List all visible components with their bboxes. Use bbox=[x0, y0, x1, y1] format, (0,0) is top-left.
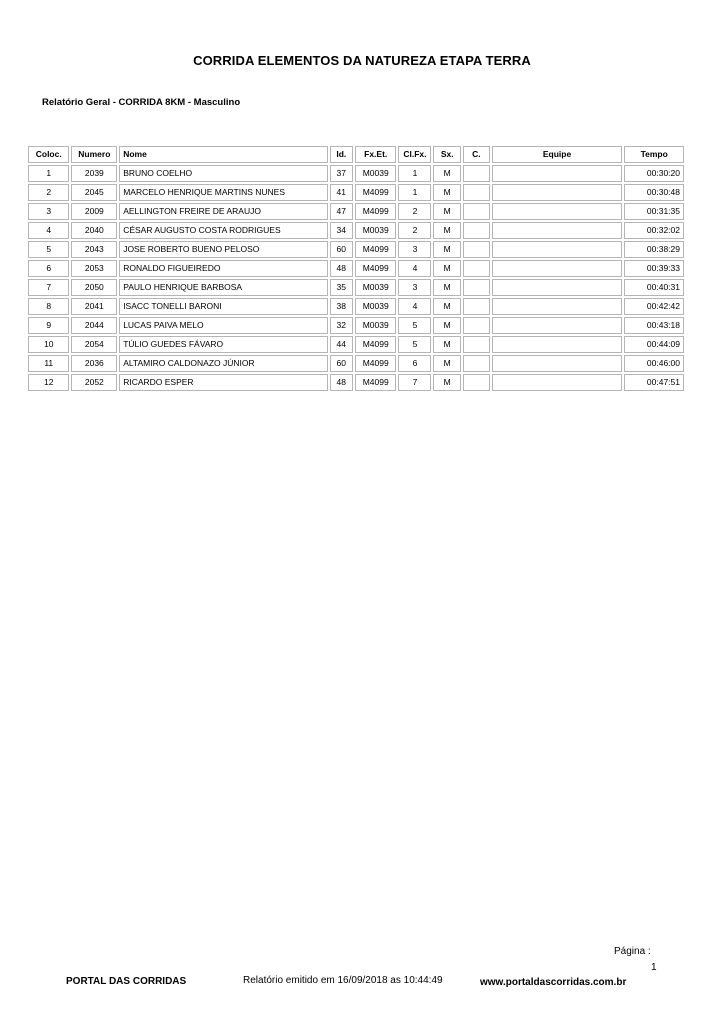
cell-sx: M bbox=[433, 317, 461, 334]
cell-fxet: M0039 bbox=[355, 165, 396, 182]
cell-fxet: M4099 bbox=[355, 203, 396, 220]
header-sx: Sx. bbox=[433, 146, 461, 163]
cell-sx: M bbox=[433, 260, 461, 277]
cell-id: 48 bbox=[330, 374, 353, 391]
cell-equipe bbox=[492, 184, 623, 201]
cell-clfx: 5 bbox=[398, 317, 431, 334]
cell-clfx: 1 bbox=[398, 184, 431, 201]
cell-sx: M bbox=[433, 203, 461, 220]
table-row bbox=[28, 184, 684, 201]
cell-id: 37 bbox=[330, 165, 353, 182]
cell-fxet: M4099 bbox=[355, 260, 396, 277]
cell-c bbox=[463, 336, 490, 353]
table-row bbox=[28, 241, 684, 258]
table-row bbox=[28, 317, 684, 334]
cell-tempo: 00:31:35 bbox=[624, 203, 684, 220]
cell-id: 44 bbox=[330, 336, 353, 353]
cell-coloc: 8 bbox=[28, 298, 69, 315]
cell-sx: M bbox=[433, 374, 461, 391]
cell-clfx: 4 bbox=[398, 260, 431, 277]
cell-clfx: 4 bbox=[398, 298, 431, 315]
cell-sx: M bbox=[433, 222, 461, 239]
cell-fxet: M0039 bbox=[355, 222, 396, 239]
cell-coloc: 4 bbox=[28, 222, 69, 239]
footer-emitted-date: Relatório emitido em 16/09/2018 as 10:44:49 bbox=[243, 975, 443, 986]
cell-tempo: 00:46:00 bbox=[624, 355, 684, 372]
header-equipe: Equipe bbox=[492, 146, 623, 163]
cell-coloc: 5 bbox=[28, 241, 69, 258]
cell-clfx: 5 bbox=[398, 336, 431, 353]
cell-coloc: 10 bbox=[28, 336, 69, 353]
cell-c bbox=[463, 374, 490, 391]
cell-numero: 2009 bbox=[71, 203, 117, 220]
cell-fxet: M0039 bbox=[355, 317, 396, 334]
cell-c bbox=[463, 203, 490, 220]
cell-fxet: M4099 bbox=[355, 374, 396, 391]
cell-coloc: 1 bbox=[28, 165, 69, 182]
cell-clfx: 3 bbox=[398, 279, 431, 296]
cell-equipe bbox=[492, 317, 623, 334]
cell-id: 34 bbox=[330, 222, 353, 239]
cell-id: 35 bbox=[330, 279, 353, 296]
table-row bbox=[28, 374, 684, 391]
header-c: C. bbox=[463, 146, 490, 163]
cell-equipe bbox=[492, 298, 623, 315]
cell-clfx: 2 bbox=[398, 203, 431, 220]
cell-equipe bbox=[492, 241, 623, 258]
cell-nome: RICARDO ESPER bbox=[119, 374, 327, 391]
cell-coloc: 7 bbox=[28, 279, 69, 296]
cell-coloc: 6 bbox=[28, 260, 69, 277]
results-table bbox=[26, 144, 686, 393]
cell-coloc: 2 bbox=[28, 184, 69, 201]
cell-coloc: 12 bbox=[28, 374, 69, 391]
cell-equipe bbox=[492, 203, 623, 220]
cell-sx: M bbox=[433, 298, 461, 315]
cell-tempo: 00:39:33 bbox=[624, 260, 684, 277]
cell-nome: CÉSAR AUGUSTO COSTA RODRIGUES bbox=[119, 222, 327, 239]
cell-numero: 2054 bbox=[71, 336, 117, 353]
cell-id: 60 bbox=[330, 241, 353, 258]
cell-tempo: 00:44:09 bbox=[624, 336, 684, 353]
header-nome: Nome bbox=[119, 146, 327, 163]
cell-clfx: 7 bbox=[398, 374, 431, 391]
cell-sx: M bbox=[433, 279, 461, 296]
cell-nome: AELLINGTON FREIRE DE ARAUJO bbox=[119, 203, 327, 220]
footer-portal-name: PORTAL DAS CORRIDAS bbox=[66, 976, 187, 987]
cell-tempo: 00:40:31 bbox=[624, 279, 684, 296]
header-tempo: Tempo bbox=[624, 146, 684, 163]
cell-id: 60 bbox=[330, 355, 353, 372]
cell-nome: ALTAMIRO CALDONAZO JÚNIOR bbox=[119, 355, 327, 372]
cell-numero: 2036 bbox=[71, 355, 117, 372]
cell-tempo: 00:42:42 bbox=[624, 298, 684, 315]
cell-numero: 2043 bbox=[71, 241, 117, 258]
cell-c bbox=[463, 241, 490, 258]
cell-fxet: M4099 bbox=[355, 355, 396, 372]
cell-sx: M bbox=[433, 355, 461, 372]
cell-sx: M bbox=[433, 184, 461, 201]
cell-nome: LUCAS PAIVA MELO bbox=[119, 317, 327, 334]
cell-tempo: 00:38:29 bbox=[624, 241, 684, 258]
cell-equipe bbox=[492, 336, 623, 353]
cell-numero: 2045 bbox=[71, 184, 117, 201]
table-row bbox=[28, 279, 684, 296]
cell-c bbox=[463, 355, 490, 372]
header-clfx: Cl.Fx. bbox=[398, 146, 431, 163]
table-row bbox=[28, 203, 684, 220]
page-label: Página : bbox=[614, 946, 651, 957]
report-title: CORRIDA ELEMENTOS DA NATUREZA ETAPA TERRA bbox=[193, 53, 531, 68]
cell-tempo: 00:43:18 bbox=[624, 317, 684, 334]
cell-tempo: 00:30:48 bbox=[624, 184, 684, 201]
cell-nome: MARCELO HENRIQUE MARTINS NUNES bbox=[119, 184, 327, 201]
cell-equipe bbox=[492, 374, 623, 391]
header-id: Id. bbox=[330, 146, 353, 163]
cell-id: 48 bbox=[330, 260, 353, 277]
cell-nome: PAULO HENRIQUE BARBOSA bbox=[119, 279, 327, 296]
cell-clfx: 3 bbox=[398, 241, 431, 258]
cell-c bbox=[463, 260, 490, 277]
cell-numero: 2041 bbox=[71, 298, 117, 315]
cell-numero: 2039 bbox=[71, 165, 117, 182]
table-row bbox=[28, 298, 684, 315]
table-row bbox=[28, 355, 684, 372]
cell-coloc: 11 bbox=[28, 355, 69, 372]
header-coloc: Coloc. bbox=[28, 146, 69, 163]
cell-clfx: 6 bbox=[398, 355, 431, 372]
cell-tempo: 00:32:02 bbox=[624, 222, 684, 239]
header-numero: Numero bbox=[71, 146, 117, 163]
cell-id: 32 bbox=[330, 317, 353, 334]
cell-nome: TÚLIO GUEDES FÁVARO bbox=[119, 336, 327, 353]
cell-tempo: 00:47:51 bbox=[624, 374, 684, 391]
cell-numero: 2044 bbox=[71, 317, 117, 334]
cell-nome: ISACC TONELLI BARONI bbox=[119, 298, 327, 315]
cell-clfx: 2 bbox=[398, 222, 431, 239]
cell-nome: JOSE ROBERTO BUENO PELOSO bbox=[119, 241, 327, 258]
cell-fxet: M4099 bbox=[355, 241, 396, 258]
footer-website: www.portaldascorridas.com.br bbox=[480, 977, 627, 988]
cell-equipe bbox=[492, 222, 623, 239]
cell-equipe bbox=[492, 165, 623, 182]
cell-sx: M bbox=[433, 241, 461, 258]
cell-id: 38 bbox=[330, 298, 353, 315]
cell-id: 47 bbox=[330, 203, 353, 220]
cell-numero: 2052 bbox=[71, 374, 117, 391]
cell-c bbox=[463, 165, 490, 182]
table-row bbox=[28, 222, 684, 239]
page-number: 1 bbox=[651, 962, 657, 973]
cell-fxet: M0039 bbox=[355, 279, 396, 296]
header-fxet: Fx.Et. bbox=[355, 146, 396, 163]
cell-equipe bbox=[492, 279, 623, 296]
cell-c bbox=[463, 317, 490, 334]
cell-coloc: 9 bbox=[28, 317, 69, 334]
cell-fxet: M4099 bbox=[355, 184, 396, 201]
cell-id: 41 bbox=[330, 184, 353, 201]
cell-c bbox=[463, 279, 490, 296]
cell-c bbox=[463, 222, 490, 239]
cell-equipe bbox=[492, 260, 623, 277]
cell-fxet: M0039 bbox=[355, 298, 396, 315]
results-body bbox=[28, 165, 684, 391]
cell-c bbox=[463, 184, 490, 201]
cell-sx: M bbox=[433, 336, 461, 353]
table-row bbox=[28, 165, 684, 182]
table-header-row bbox=[28, 146, 684, 163]
cell-coloc: 3 bbox=[28, 203, 69, 220]
cell-numero: 2050 bbox=[71, 279, 117, 296]
report-subtitle: Relatório Geral - CORRIDA 8KM - Masculino bbox=[42, 97, 241, 108]
cell-clfx: 1 bbox=[398, 165, 431, 182]
cell-tempo: 00:30:20 bbox=[624, 165, 684, 182]
cell-numero: 2040 bbox=[71, 222, 117, 239]
cell-numero: 2053 bbox=[71, 260, 117, 277]
cell-fxet: M4099 bbox=[355, 336, 396, 353]
cell-c bbox=[463, 298, 490, 315]
cell-nome: BRUNO COELHO bbox=[119, 165, 327, 182]
cell-equipe bbox=[492, 355, 623, 372]
cell-nome: RONALDO FIGUEIREDO bbox=[119, 260, 327, 277]
table-row bbox=[28, 260, 684, 277]
table-row bbox=[28, 336, 684, 353]
cell-sx: M bbox=[433, 165, 461, 182]
